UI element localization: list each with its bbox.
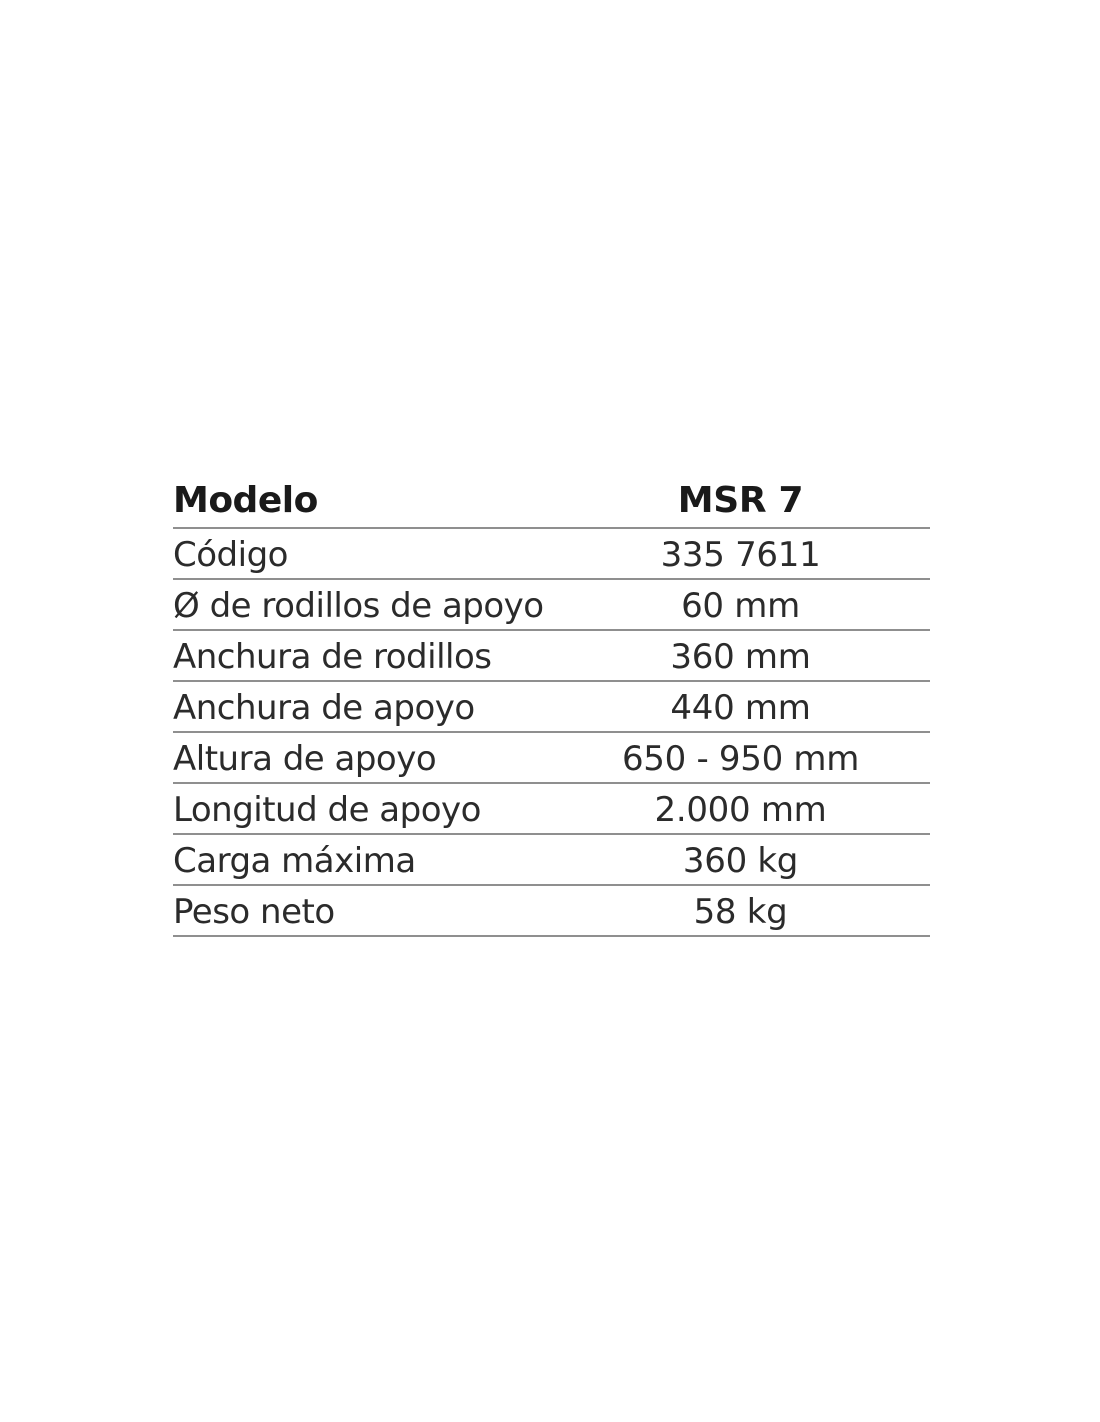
- header-model: MSR 7: [677, 480, 804, 521]
- table-row: [173, 886, 930, 937]
- row-label: Longitud de apoyo: [173, 790, 481, 830]
- row-label: Peso neto: [173, 892, 335, 932]
- table-header-row: [173, 474, 930, 529]
- row-value: 335 7611: [660, 535, 821, 575]
- row-label: Anchura de apoyo: [173, 688, 475, 728]
- row-value: 440 mm: [670, 688, 811, 728]
- row-value: 2.000 mm: [654, 790, 827, 830]
- row-label: Ø de rodillos de apoyo: [173, 586, 544, 626]
- row-value: 58 kg: [693, 892, 788, 932]
- spec-table: [173, 474, 930, 937]
- table-row: [173, 733, 930, 784]
- row-label: Anchura de rodillos: [173, 637, 492, 677]
- row-value: 60 mm: [681, 586, 800, 626]
- row-value: 360 mm: [670, 637, 811, 677]
- row-value: 650 - 950 mm: [621, 739, 860, 779]
- table-row: [173, 631, 930, 682]
- row-value: 360 kg: [682, 841, 799, 881]
- table-row: [173, 529, 930, 580]
- row-label: Código: [173, 535, 288, 575]
- header-label: Modelo: [173, 480, 318, 521]
- row-label: Carga máxima: [173, 841, 416, 881]
- row-label: Altura de apoyo: [173, 739, 437, 779]
- table-row: [173, 682, 930, 733]
- table-row: [173, 835, 930, 886]
- table-row: [173, 580, 930, 631]
- table-row: [173, 784, 930, 835]
